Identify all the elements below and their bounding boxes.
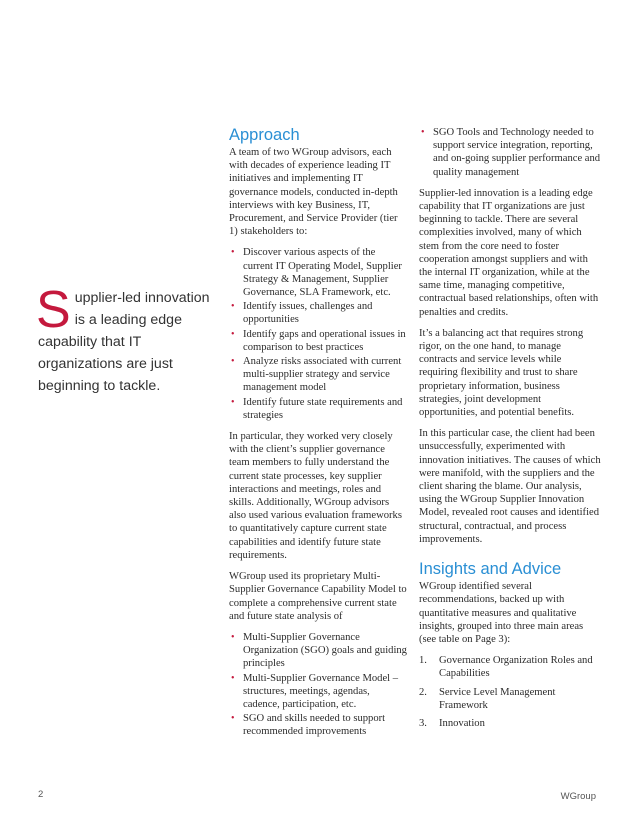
- list-text: Service Level Management Framework: [439, 686, 556, 711]
- list-item: • Discover various aspects of the current IT Operating Model, Supplier Strategy & Management, Supplier Governance, SLA Framework, etc.: [229, 246, 407, 299]
- list-item: • Identify future state requirements and strategies: [229, 396, 407, 422]
- list-number: 1.: [419, 655, 427, 667]
- approach-paragraph-3: WGroup used its proprietary Multi-Supplier Governance Capability Model to complete a comprehensive current state and future state analysis of: [229, 571, 407, 622]
- insights-heading: Insights and Advice: [419, 560, 562, 579]
- right-paragraph-3: In this particular case, the client had been unsuccessfully, experimented with innovation initiatives. The causes of which were manifold, with the suppliers and the client sharing the blame. Our analysis, using the WGroup Supplier Innovation Model, revealed root causes and identified structural, contractual, and process improvements.: [419, 428, 601, 545]
- approach-paragraph-2: In particular, they worked very closely with the client’s supplier governance team members to fully understand the current state processes, key supplier interactions and meetings, roles and skills. Additionally, WGroup advisors also used various evaluation frameworks to quantitatively capture current state capabilities and identify future state requirements.: [229, 431, 402, 561]
- right-paragraph-2: It’s a balancing act that requires strong rigor, on the one hand, to manage contracts and service levels while requiring flexibility and trust to share proprietary information, business strategies, joint development opportunities, and potential benefits.: [419, 327, 584, 419]
- list-item: [419, 686, 601, 712]
- pull-quote-text: upplier-led innovation is a leading edge capability that IT organizations are just beginning to tackle.: [38, 290, 210, 394]
- insights-numbered-list: [419, 654, 601, 730]
- list-item: • Analyze risks associated with current multi-supplier strategy and service management model: [229, 355, 407, 395]
- pull-quote: [36, 281, 213, 397]
- footer-brand: WGroup: [560, 791, 596, 802]
- list-item: • Identify gaps and operational issues in comparison to best practices: [229, 328, 407, 354]
- drop-cap: S: [36, 281, 71, 339]
- column-middle: [229, 126, 407, 747]
- list-item: • Identify issues, challenges and opportunities: [229, 300, 407, 326]
- list-text: Governance Organization Roles and Capabilities: [439, 655, 593, 680]
- approach-bullet-list-2: [229, 631, 407, 739]
- right-paragraph-1: Supplier-led innovation is a leading edge capability that IT organizations are just beginning to tackle. There are several complexities involved, many of which stem from the core need to foster cooperation amongst suppliers and with the internal IT organization, while at the same time, managing competitive, contractual based relationships, often with penalties and credits.: [419, 187, 599, 318]
- insights-intro: WGroup identified several recommendations, backed up with quantitative measures and qualitative insights, grouped into three main areas (see table on Page 3):: [419, 581, 584, 645]
- list-item: • Multi-Supplier Governance Organization (SGO) goals and guiding principles: [229, 631, 407, 671]
- continued-bullet-list: [419, 126, 601, 179]
- list-item: • Multi-Supplier Governance Model – structures, meetings, agendas, cadence, participation, etc.: [229, 672, 407, 712]
- list-text: Innovation: [439, 717, 485, 729]
- approach-intro: A team of two WGroup advisors, each with decades of experience leading IT initiatives and implementing IT governance models, conducted in-depth interviews with key Business, IT, Procurement, and Service Provider (tier 1) stakeholders to:: [229, 147, 398, 238]
- approach-bullet-list: [229, 246, 407, 422]
- list-item: [419, 654, 601, 680]
- list-item: • SGO and skills needed to support recommended improvements: [229, 712, 407, 738]
- page-number: 2: [38, 789, 44, 800]
- list-item: [419, 717, 601, 730]
- approach-heading: Approach: [229, 126, 300, 144]
- list-number: 3.: [419, 717, 427, 729]
- column-right: [419, 126, 601, 735]
- list-number: 2.: [419, 686, 427, 698]
- list-item: • SGO Tools and Technology needed to support service integration, reporting, and on-going supplier performance and quality management: [419, 126, 601, 179]
